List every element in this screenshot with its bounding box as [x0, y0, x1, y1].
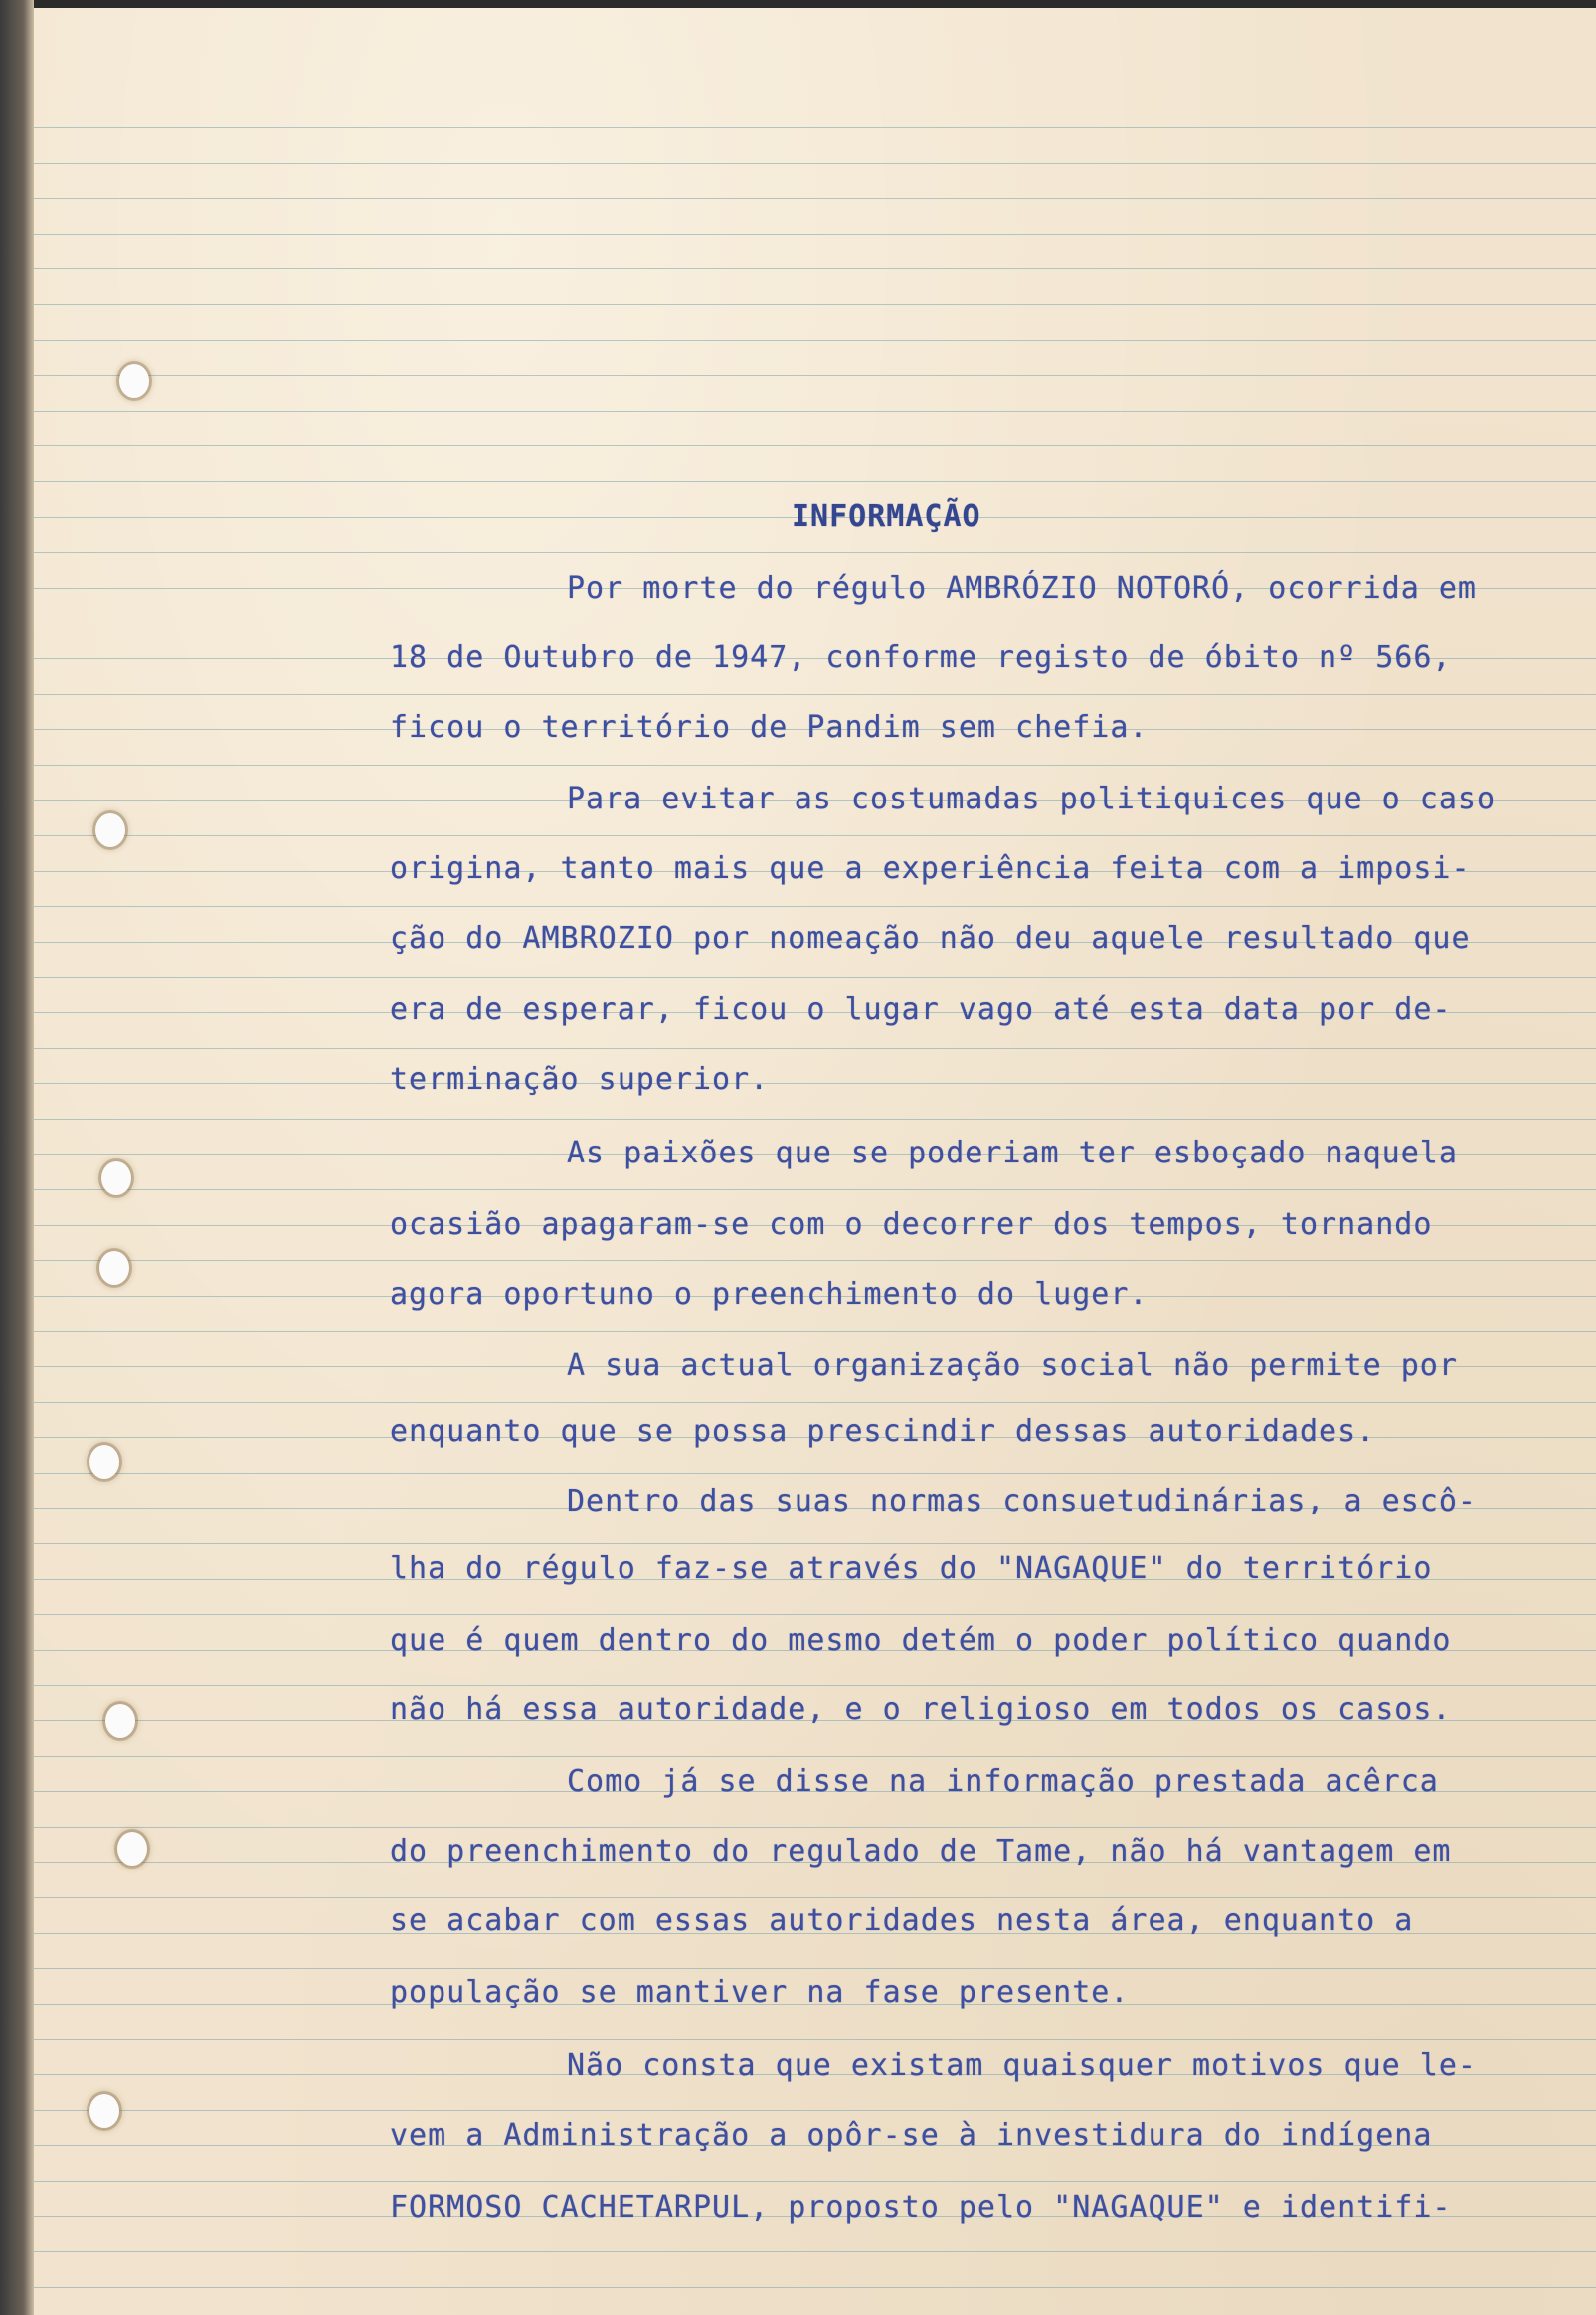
text-line: se acabar com essas autoridades nesta área, enquanto a — [390, 1903, 1414, 1938]
text-line: A sua actual organização social não permite por — [567, 1348, 1458, 1383]
document-body — [34, 8, 1596, 2315]
text-line: ficou o território de Pandim sem chefia. — [390, 710, 1149, 745]
text-line: Não consta que existam quaisquer motivos que le- — [567, 2048, 1477, 2083]
text-line: terminação superior. — [390, 1062, 770, 1097]
text-line: FORMOSO CACHETARPUL, proposto pelo "NAGAQUE" e identifi- — [390, 2190, 1452, 2225]
text-line: Por morte do régulo AMBRÓZIO NOTORÓ, ocorrida em — [567, 571, 1477, 606]
text-line: enquanto que se possa prescindir dessas autoridades. — [390, 1414, 1376, 1449]
text-line: agora oportuno o preenchimento do luger. — [390, 1277, 1149, 1312]
text-line: ção do AMBROZIO por nomeação não deu aquele resultado que — [390, 921, 1471, 956]
text-line: era de esperar, ficou o lugar vago até esta data por de- — [390, 992, 1452, 1027]
text-line: não há essa autoridade, e o religioso em todos os casos. — [390, 1692, 1452, 1727]
text-line: que é quem dentro do mesmo detém o poder político quando — [390, 1623, 1452, 1658]
text-line: 18 de Outubro de 1947, conforme registo de óbito nº 566, — [390, 640, 1452, 675]
paper-sheet — [34, 8, 1596, 2315]
text-line: vem a Administração a opôr-se à investidura do indígena — [390, 2118, 1433, 2153]
document-heading: INFORMAÇÃO — [792, 499, 981, 534]
text-line: lha do régulo faz-se através do "NAGAQUE" do território — [390, 1551, 1433, 1586]
text-line: do preenchimento do regulado de Tame, não há vantagem em — [390, 1834, 1452, 1869]
text-line: população se mantiver na fase presente. — [390, 1975, 1130, 2010]
scan-edge — [0, 0, 34, 2315]
text-line: Dentro das suas normas consuetudinárias, a escô- — [567, 1484, 1477, 1518]
text-line: origina, tanto mais que a experiência feita com a imposi- — [390, 851, 1471, 886]
text-line: As paixões que se poderiam ter esboçado naquela — [567, 1136, 1458, 1170]
text-line: ocasião apagaram-se com o decorrer dos tempos, tornando — [390, 1207, 1433, 1242]
text-line: Como já se disse na informação prestada acêrca — [567, 1764, 1439, 1799]
text-line: Para evitar as costumadas politiquices que o caso — [567, 782, 1497, 816]
